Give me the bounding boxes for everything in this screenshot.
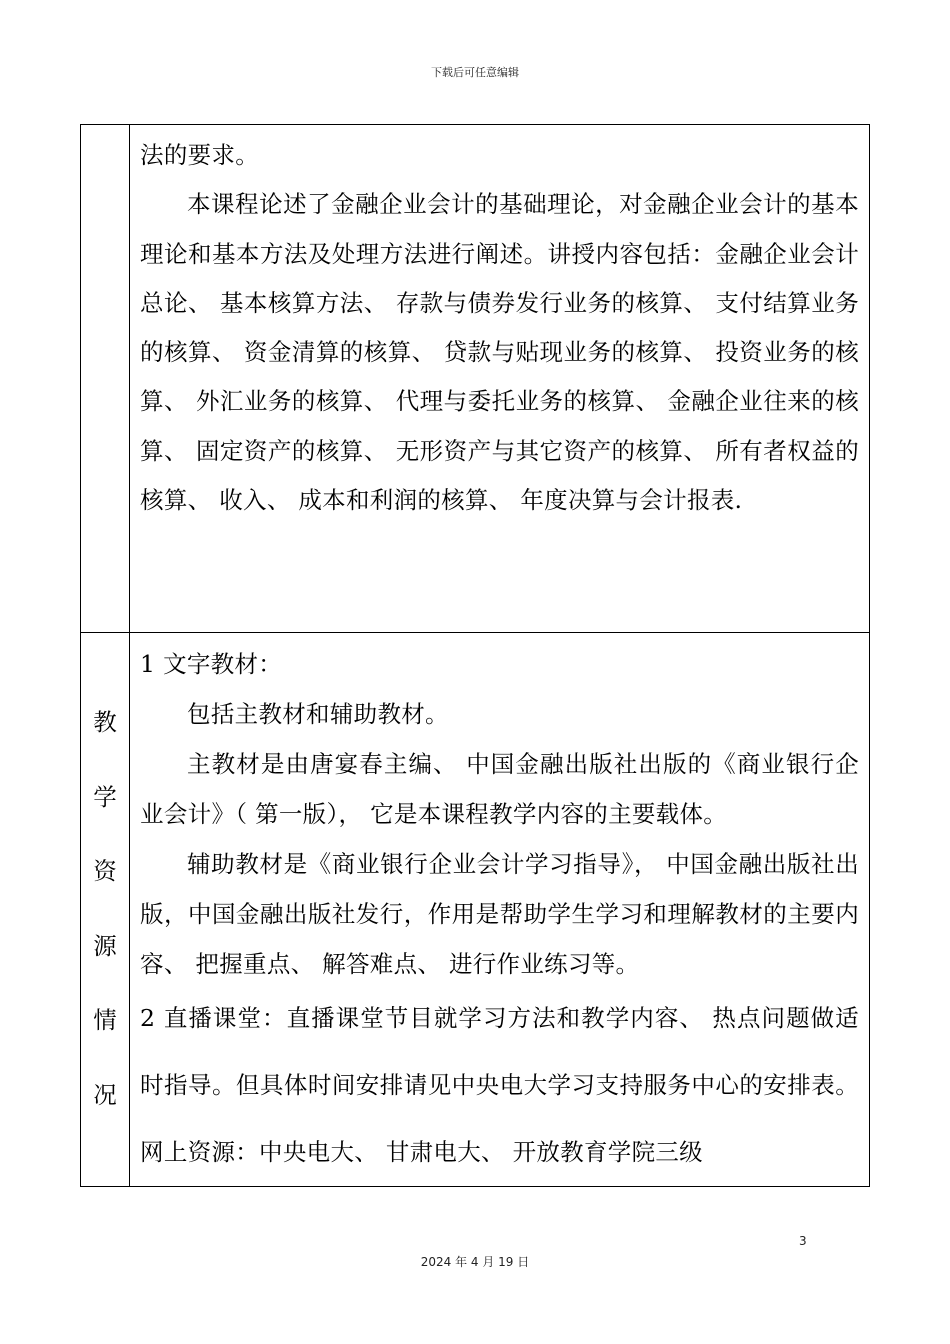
resources-paragraph-materials-overview: 包括主教材和辅助教材。 <box>187 700 449 728</box>
teaching-resources-cell <box>130 633 870 1187</box>
resources-paragraph-live-class: 2 直播课堂：直播课堂节目就学习方法和教学内容、 热点问题做适时指导。但具体时间安排请见中央电大学习支持服务中心的安排表。网上资源：中央电大、 甘肃电大、 开放教育学院三级 <box>140 1004 859 1166</box>
course-description-cell <box>130 125 870 633</box>
page-footer-date: 2024 年 4 月 19 日 <box>420 1255 530 1269</box>
resources-paragraph-main-textbook: 主教材是由唐宴春主编、 中国金融出版社出版的《商业银行企业会计》（ 第一版）， 它是本课程教学内容的主要载体。 <box>140 750 859 828</box>
label-char: 教 <box>93 708 117 736</box>
page-number: 3 <box>799 1234 807 1248</box>
table-row-course-description <box>81 125 870 633</box>
label-char: 源 <box>93 931 117 960</box>
description-paragraph-main: 本课程论述了金融企业会计的基础理论，对金融企业会计的基本理论和基本方法及处理方法进行阐述。讲授内容包括：金融企业会计总论、 基本核算方法、 存款与债券发行业务的核算、 支付结算业务的核算、 资金清算的核算、 贷款与贴现业务的核算、 投资业务的核算、 外汇业务的核算、 代理与委托业务的核算、 金融企业往来的核算、 固定资产的核算、 无形资产与其它资产的核算、 所有者权益的核算、 收入、 成本和利润的核算、 年度决算与会计报表. <box>140 190 859 515</box>
row-label-empty <box>81 125 130 633</box>
teaching-resources-label <box>81 633 130 1187</box>
label-char: 情 <box>93 1006 117 1034</box>
label-char: 学 <box>93 782 117 811</box>
table-row-teaching-resources <box>81 633 870 1187</box>
resources-paragraph-auxiliary-textbook: 辅助教材是《商业银行企业会计学习指导》， 中国金融出版社出版，中国金融出版社发行，作用是帮助学生学习和理解教材的主要内容、 把握重点、 解答难点、 进行作业练习等。 <box>140 850 859 978</box>
description-paragraph-continuation: 法的要求。 <box>140 141 260 169</box>
label-char: 资 <box>93 857 117 885</box>
course-info-table <box>80 124 870 1187</box>
label-char: 况 <box>93 1080 117 1109</box>
resources-heading-text-materials: 1 文字教材： <box>140 650 283 678</box>
page-header: 下载后可任意编辑 <box>431 66 519 79</box>
